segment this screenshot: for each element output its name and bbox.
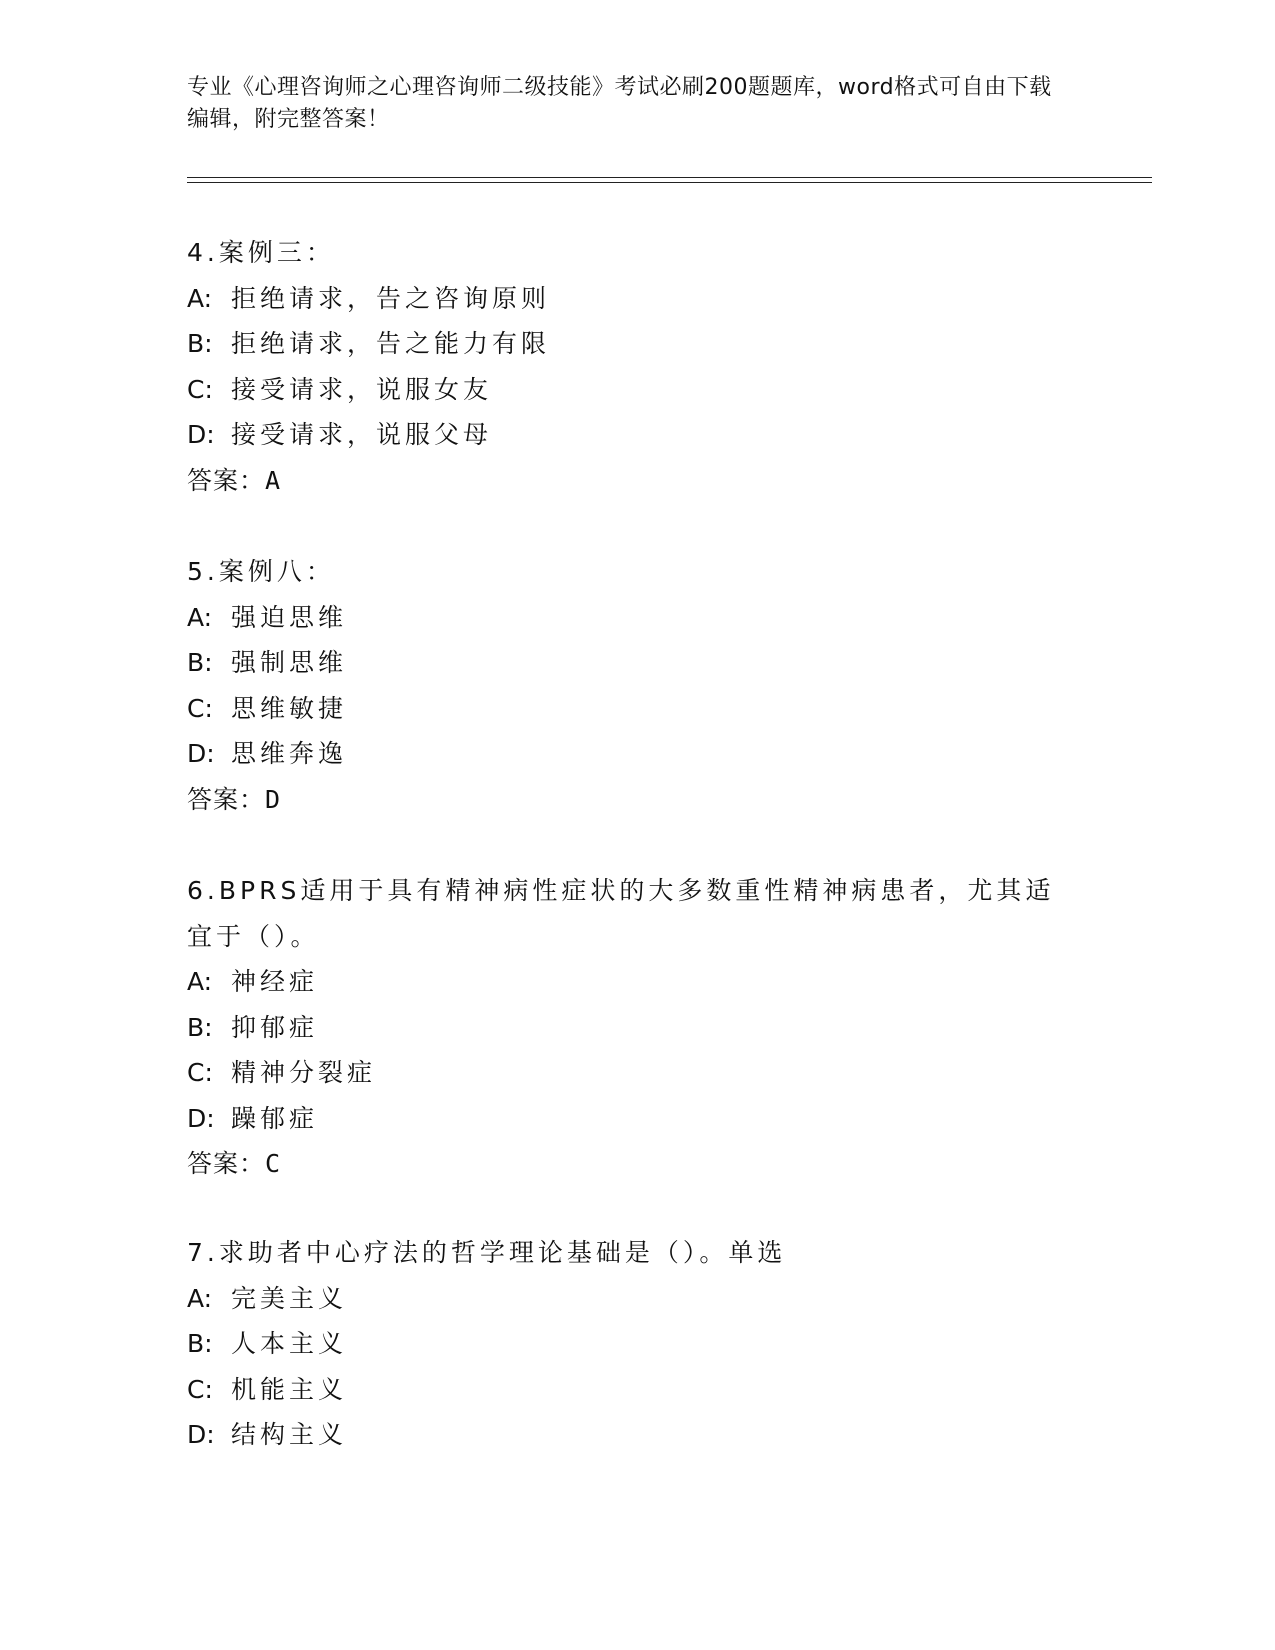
option-text: 接受请求，说服女友 <box>231 374 493 404</box>
option-text: 强迫思维 <box>231 602 348 632</box>
option-letter: A: <box>187 602 213 632</box>
option-d <box>187 731 1067 777</box>
option-letter: A: <box>187 283 213 313</box>
option-text: 神经症 <box>231 967 319 996</box>
question-7 <box>187 1230 1067 1458</box>
answer-line: 答案：C <box>187 1149 282 1178</box>
option-text: 躁郁症 <box>231 1103 319 1133</box>
option-b <box>187 1321 1067 1367</box>
option-letter: C: <box>187 374 213 404</box>
header-divider-top <box>187 177 1152 178</box>
option-text: 强制思维 <box>231 648 348 677</box>
option-text: 思维敏捷 <box>231 693 348 723</box>
option-a <box>187 1276 1067 1322</box>
header-divider-bottom <box>187 182 1152 183</box>
question-stem: 7.求助者中心疗法的哲学理论基础是（）。单选 <box>187 1238 787 1267</box>
option-letter: D: <box>187 1420 215 1449</box>
option-text: 拒绝请求，告之咨询原则 <box>231 283 551 313</box>
option-c <box>187 1050 1067 1096</box>
option-d <box>187 412 1067 458</box>
question-stem: 6.BPRS适用于具有精神病性症状的大多数重性精神病患者，尤其适宜于（）。 <box>187 876 1055 951</box>
option-letter: B: <box>187 329 213 358</box>
option-d <box>187 1412 1067 1458</box>
option-letter: A: <box>187 1283 213 1313</box>
option-text: 人本主义 <box>231 1329 348 1358</box>
option-letter: C: <box>187 693 213 723</box>
option-b <box>187 321 1067 367</box>
answer-line: 答案：D <box>187 784 282 814</box>
option-text: 思维奔逸 <box>231 739 348 768</box>
option-letter: D: <box>187 739 215 768</box>
option-letter: C: <box>187 1058 213 1087</box>
question-4 <box>187 230 1067 503</box>
option-a <box>187 595 1067 641</box>
option-b <box>187 1005 1067 1051</box>
question-5 <box>187 549 1067 822</box>
option-text: 精神分裂症 <box>231 1058 377 1087</box>
option-letter: B: <box>187 648 213 677</box>
option-letter: D: <box>187 420 215 449</box>
option-c <box>187 686 1067 732</box>
option-c <box>187 367 1067 413</box>
option-b <box>187 640 1067 686</box>
option-text: 结构主义 <box>231 1420 348 1449</box>
answer-line: 答案：A <box>187 465 282 495</box>
option-letter: B: <box>187 1012 213 1042</box>
question-stem: 4.案例三： <box>187 238 335 267</box>
option-letter: C: <box>187 1374 213 1404</box>
question-stem: 5.案例八： <box>187 557 335 586</box>
option-letter: D: <box>187 1103 215 1133</box>
option-text: 抑郁症 <box>231 1012 319 1042</box>
document-intro: 专业《心理咨询师之心理咨询师二级技能》考试必刷200题题库，word格式可自由下载编辑，附完整答案！ <box>187 75 1052 132</box>
option-text: 机能主义 <box>231 1374 348 1404</box>
question-6 <box>187 868 1067 1187</box>
option-c <box>187 1367 1067 1413</box>
option-a <box>187 276 1067 322</box>
option-d <box>187 1096 1067 1142</box>
option-text: 接受请求，说服父母 <box>231 420 493 449</box>
option-letter: B: <box>187 1329 213 1358</box>
option-text: 拒绝请求，告之能力有限 <box>231 329 551 358</box>
option-a <box>187 959 1067 1005</box>
option-text: 完美主义 <box>231 1283 348 1313</box>
option-letter: A: <box>187 967 213 996</box>
